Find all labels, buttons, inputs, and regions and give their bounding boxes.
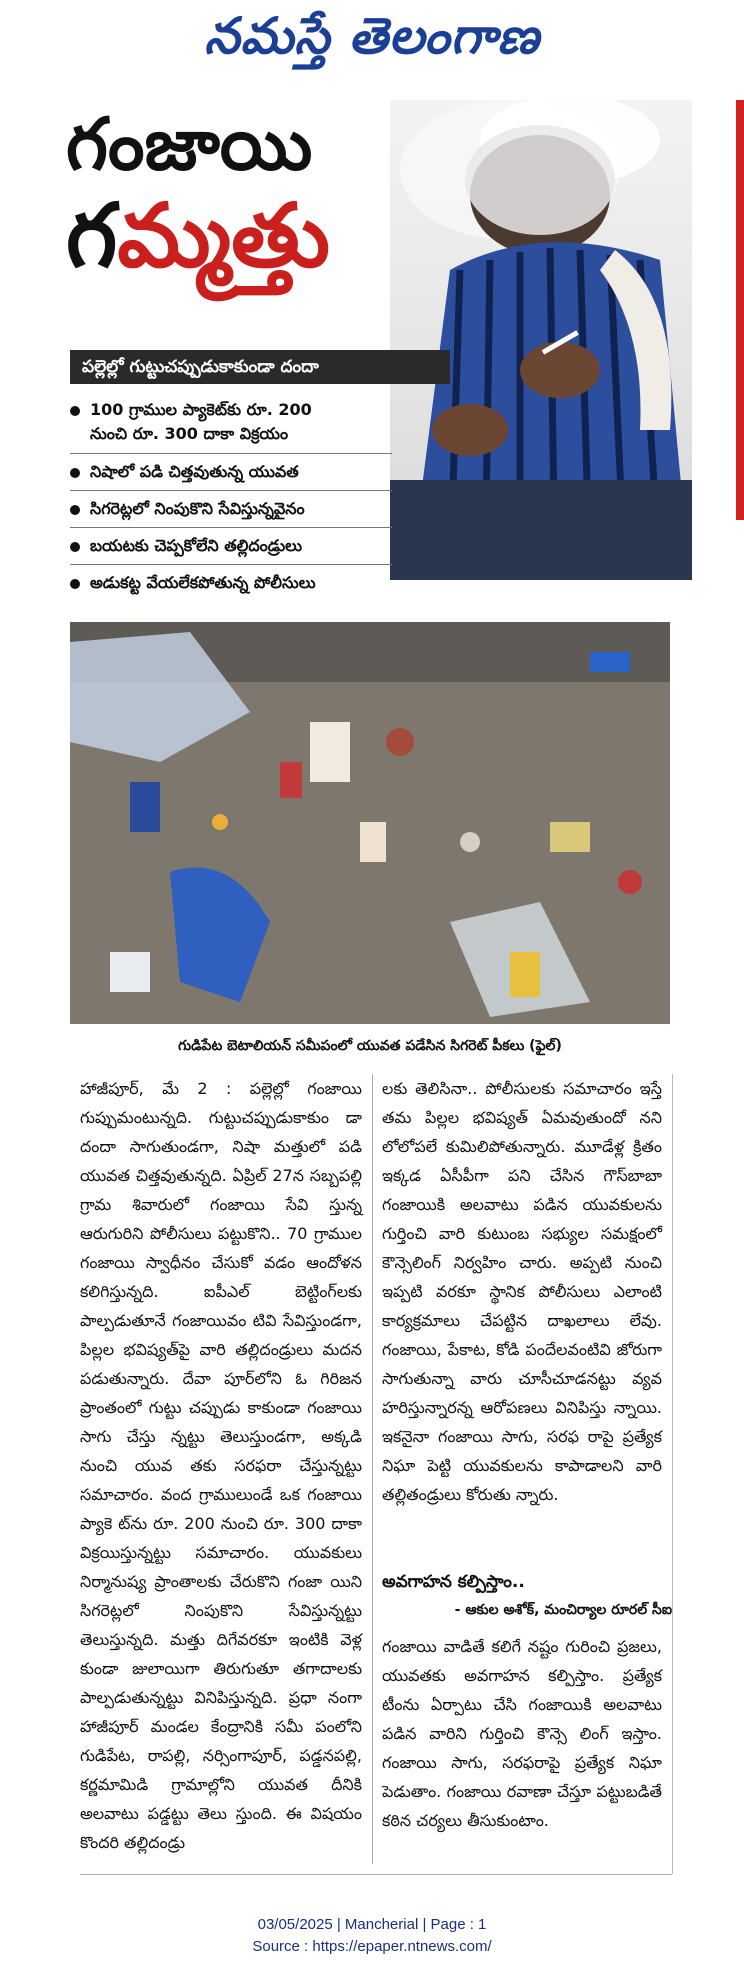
sidebar-title: అవగాహన కల్పిస్తాం.. [382, 1572, 525, 1592]
bullet-divider [70, 453, 392, 454]
headline-line-1: గంజాయి [66, 102, 313, 186]
bullet-item [70, 497, 400, 521]
sidebar-body: గంజాయి వాడితే కలిగే నష్టం గురించి ప్రజలు, యువతకు అవగాహన కల్పిస్తాం. ప్రత్యేక టీంను ఏర్పాటు చేసి గంజాయికి అలవాటు పడిన వారిని గుర్తించి కౌన్సె లింగ్ ఇస్తాం. గంజాయి సాగు, సరఫరాపై ప్రత్యేక నిఘా పెడుతాం. గంజాయి రవాణా చేస్తూ పట్టుబడితే కఠిన చర్యలు తీసుకుంటాం. [382, 1637, 662, 1830]
bullet-text: సిగరెట్లలో నింపుకొని సేవిస్తున్నవైనం [90, 499, 305, 518]
photo-caption: గుడిపేట బెటాలియన్ సమీపంలో యువత పడేసిన సిగరెట్ పీకలు (ఫైల్) [178, 1038, 562, 1054]
article-right-border [672, 1074, 673, 1874]
bullet-item [70, 571, 400, 595]
masthead-logo: నమస్తే తెలంగాణ [204, 6, 540, 65]
headline-line-2-prefix: గ [66, 184, 118, 287]
bullet-dot-icon [70, 406, 80, 416]
subheadline-bar: పల్లెల్లో గుట్టుచప్పుడుకాకుండా దందా [70, 350, 450, 384]
footer-source-link[interactable]: Source : https://epaper.ntnews.com/ [252, 1938, 492, 1955]
bullet-text: 100 గ్రాముల ప్యాకెట్‌కు రూ. 200 [90, 400, 312, 419]
bullet-dot-icon [70, 542, 80, 552]
bullet-item [70, 398, 400, 446]
article-column-1: హాజీపూర్, మే 2 : పల్లెల్లో గంజాయి గుప్పుమంటున్నది. గుట్టుచప్పుడుకాకుం డా దందా సాగుతుండగా, నిషా మత్తులో పడి యువత చిత్తవుతున్నది. ఏప్రిల్ 27న సబ్బపల్లి గ్రామ శివారులో గంజాయి సేవి స్తున్న ఆరుగురిని పోలీసులు పట్టుకొని.. 70 గ్రాముల గంజాయి స్వాధీనం చేసుకో వడం ఆందోళన కలిగిస్తున్నది. ఐపీఎల్ బెట్టింగ్‌లకు పాల్పడుతూనే గంజాయివం టివి సేవిస్తుండగా, పిల్లల భవిష్యత్‌పై వారి తల్లిదండ్రులు మదన పడుతున్నారు. దేవా పూర్‌లోని ఓ గిరిజన ప్రాంతంలో గుట్టు చప్పుడు కాకుండా గంజాయి సాగు చేస్తు న్నట్టు తెలుస్తుండగా, అక్కడి నుంచి యువ తకు సరఫరా చేస్తున్నట్టు సమాచారం. వంద గ్రాములుండే ఒక గంజాయి ప్యాకె ట్‌ను రూ. 200 నుంచి రూ. 300 దాకా విక్రయిస్తున్నట్టు సమాచారం. యువకులు నిర్మానుష్య ప్రాంతాలకు చేరుకొని గంజా యిని సిగరెట్లలో నింపుకొని సేవిస్తున్నట్టు తెలుస్తున్నది. మత్తు దిగేవరకూ ఇంటికి వెళ్ల కుండా జులాయిగా తిరుగుతూ తగాదాలకు పాల్పడుతున్నట్టు వినిపిస్తున్నది. ప్రధా నంగా హాజీపూర్ మండల కేంద్రానికి సమీ పంలోని గుడిపేట, రాపల్లి, నర్సింగాపూర్, పడ్డనపల్లి, కర్ణమామిడి గ్రామాల్లోని యువత దీనికి అలవాటు పడ్డట్టు తెలు స్తుంది. ఈ విషయం కొందరి తల్లిదండ్రు [80, 1079, 362, 1852]
side-accent-bar [736, 100, 744, 520]
bullet-text: బయటకు చెప్పకోలేని తల్లిదండ్రులు [90, 536, 303, 555]
article-column-2: లకు తెలిసినా.. పోలీసులకు సమాచారం ఇస్తే తమ పిల్లల భవిష్యత్ ఏమవుతుందో నని లోలోపలే కుమిలిపోతున్నారు. మూడేళ్ల క్రితం ఇక్కడ ఏసీపీగా పని చేసిన గౌస్‌బాబా గంజాయికి అలవాటు పడిన యువకులను గుర్తించి వారి కుటుంబ సభ్యుల సమక్షంలో కౌన్సెలింగ్ నిర్వహిం చారు. అప్పటి నుంచి ఇప్పటి వరకూ స్థానిక పోలీసులు ఎలాంటి కార్యక్రమాలు చేపట్టిన దాఖలాలు లేవు. గంజాయి, పేకాట, కోడి పందేలవంటివి జోరుగా సాగుతున్నా వారు చూసీచూడనట్టు వ్యవ హరిస్తున్నారన్న ఆరోపణలు వినిపిస్తు న్నాయి. ఇకనైనా గంజాయి సాగు, సరఫ రాపై ప్రత్యేక నిఘా పెట్టి యువకులను కాపాడాలని వారి తల్లితండ్రులు కోరుతు న్నారు. [382, 1079, 662, 1504]
bullet-divider [70, 527, 392, 528]
smoking-person-photo [390, 100, 692, 580]
bullet-dot-icon [70, 505, 80, 515]
sidebar-byline: - ఆకుల అశోక్, మంచిర్యాల రూరల్ సీఐ [454, 1602, 672, 1618]
article-bottom-border [80, 1874, 672, 1875]
bullet-text: నిషాలో పడి చిత్తవుతున్న యువత [90, 462, 299, 481]
column-divider [372, 1074, 373, 1864]
bullet-dot-icon [70, 468, 80, 478]
footer-date-edition: 03/05/2025 | Mancherial | Page : 1 [257, 1916, 487, 1933]
bullet-text: అడుకట్ట వేయలేకపోతున్న పోలీసులు [90, 573, 316, 592]
bullet-divider [70, 564, 392, 565]
headline-line-2 [66, 184, 331, 287]
bullet-dot-icon [70, 579, 80, 589]
cigarette-waste-photo [70, 622, 670, 1024]
headline-line-2-red: మ్మత్తు [117, 184, 331, 287]
bullet-divider [70, 490, 392, 491]
bullet-item [70, 460, 400, 484]
bullet-text-continued: నుంచి రూ. 300 దాకా విక్రయం [90, 424, 289, 443]
bullet-item [70, 534, 400, 558]
